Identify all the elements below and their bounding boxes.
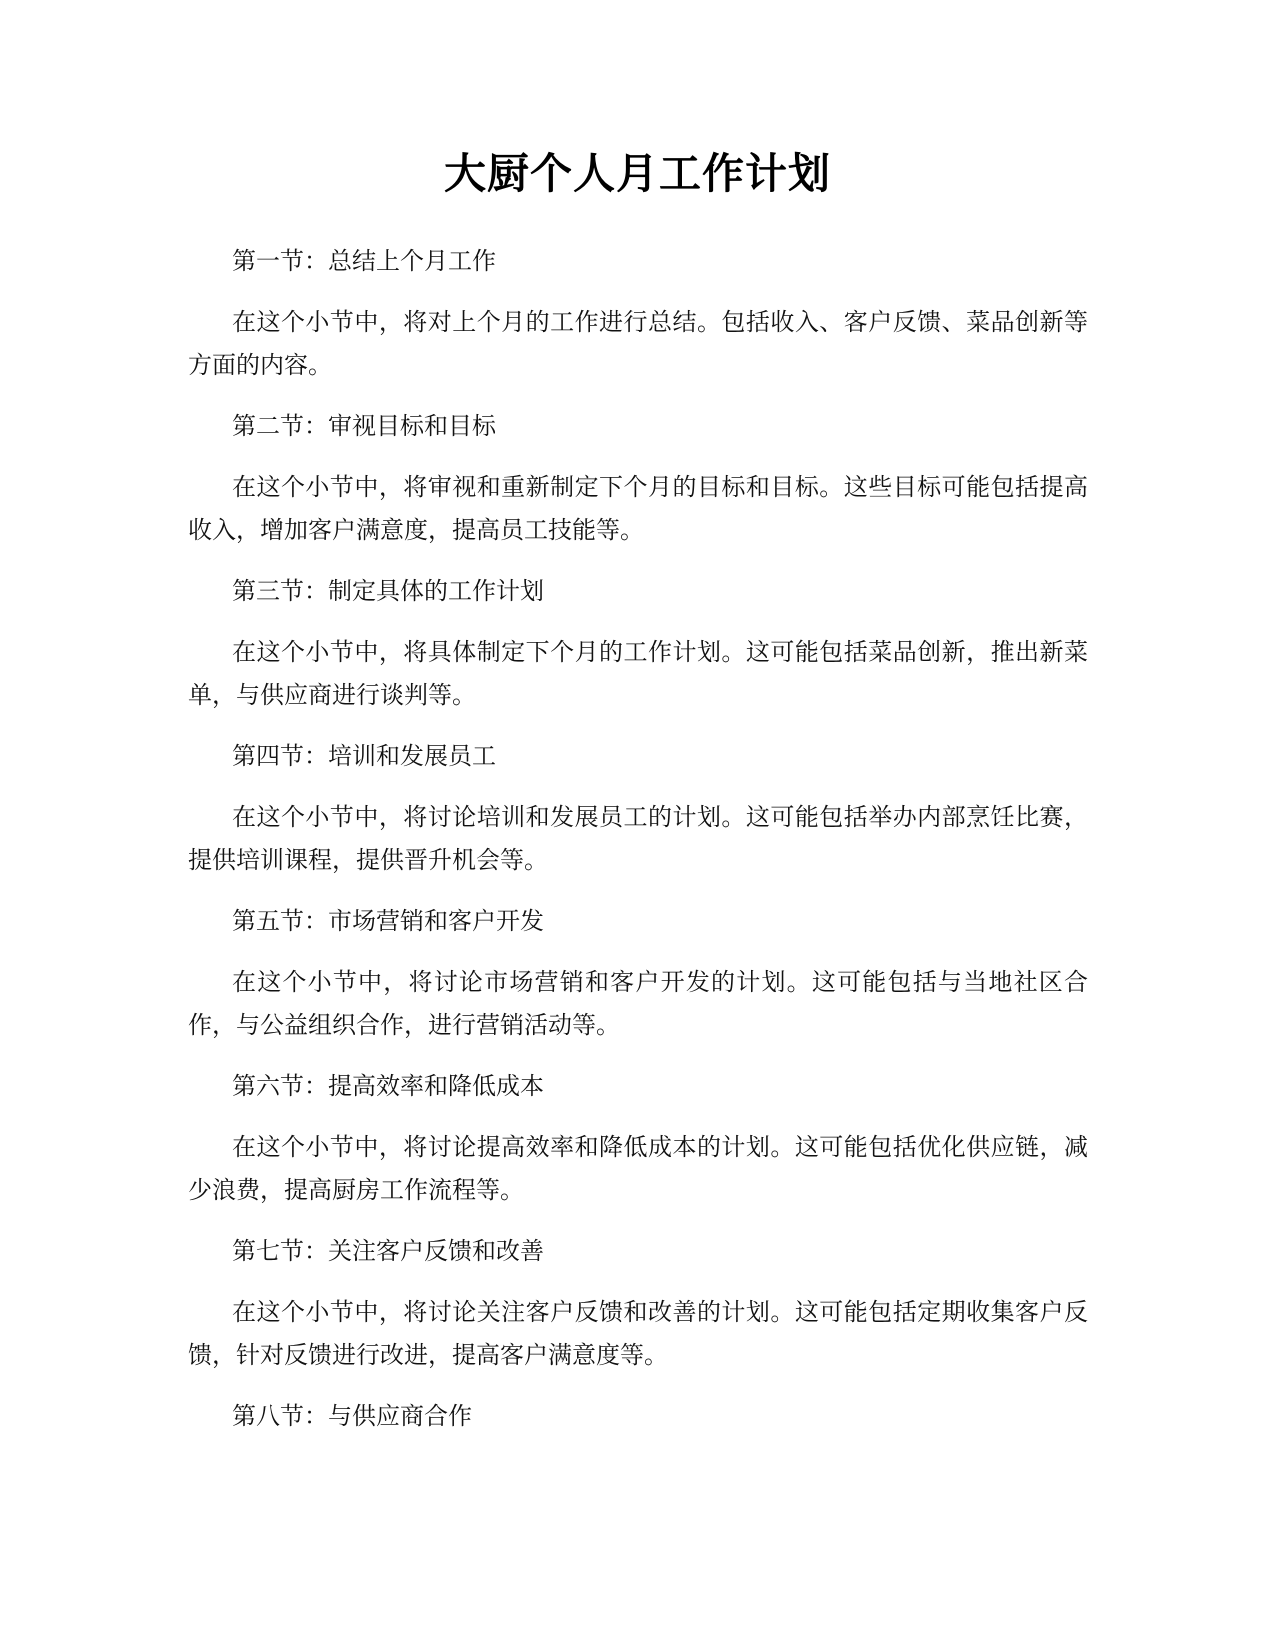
section-body-5: 在这个小节中，将讨论市场营销和客户开发的计划。这可能包括与当地社区合作，与公益组织合作，进行营销活动等。 [188, 968, 1088, 1039]
document-body [188, 240, 1088, 1456]
section-heading-8: 第八节：与供应商合作 [232, 1402, 472, 1430]
section-heading-1: 第一节：总结上个月工作 [232, 247, 496, 275]
section-body-4: 在这个小节中，将讨论培训和发展员工的计划。这可能包括举办内部烹饪比赛，提供培训课程，提供晋升机会等。 [188, 803, 1088, 874]
section-body-1: 在这个小节中，将对上个月的工作进行总结。包括收入、客户反馈、菜品创新等方面的内容。 [188, 308, 1088, 379]
section-heading-2: 第二节：审视目标和目标 [232, 412, 496, 440]
section-body-2: 在这个小节中，将审视和重新制定下个月的目标和目标。这些目标可能包括提高收入，增加客户满意度，提高员工技能等。 [188, 473, 1088, 544]
section-body-3: 在这个小节中，将具体制定下个月的工作计划。这可能包括菜品创新，推出新菜单，与供应商进行谈判等。 [188, 638, 1088, 709]
document-title: 大厨个人月工作计划 [443, 149, 831, 198]
section-heading-4: 第四节：培训和发展员工 [232, 742, 496, 770]
section-heading-5: 第五节：市场营销和客户开发 [232, 907, 544, 935]
section-body-7: 在这个小节中，将讨论关注客户反馈和改善的计划。这可能包括定期收集客户反馈，针对反馈进行改进，提高客户满意度等。 [188, 1298, 1088, 1369]
section-heading-7: 第七节：关注客户反馈和改善 [232, 1237, 544, 1265]
section-body-6: 在这个小节中，将讨论提高效率和降低成本的计划。这可能包括优化供应链，减少浪费，提高厨房工作流程等。 [188, 1133, 1088, 1204]
section-heading-3: 第三节：制定具体的工作计划 [232, 577, 544, 605]
section-heading-6: 第六节：提高效率和降低成本 [232, 1072, 544, 1100]
